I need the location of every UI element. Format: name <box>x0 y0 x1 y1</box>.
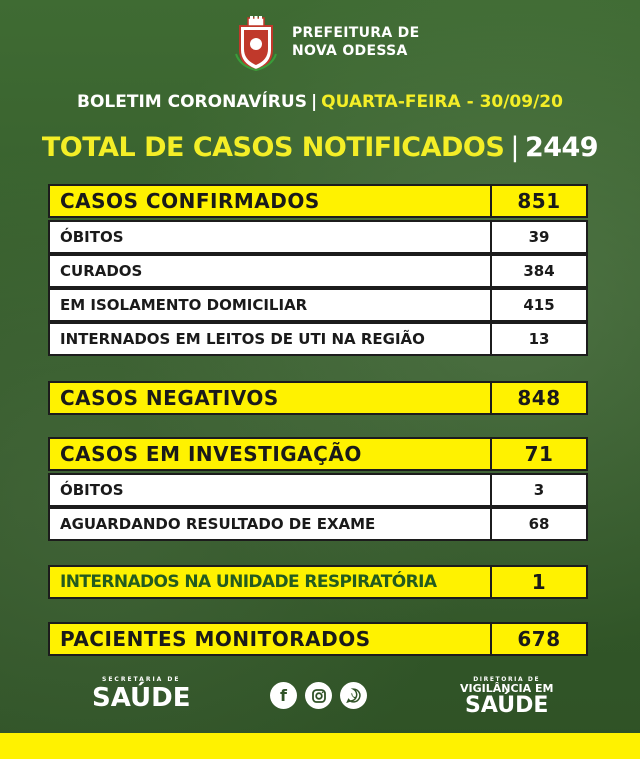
total-value: 2449 <box>524 132 599 163</box>
instagram-icon[interactable] <box>305 682 332 709</box>
health-surveillance-subtitle: VIGILÂNCIA EM <box>460 682 554 695</box>
bulletin-title: BOLETIM CORONAVÍRUS <box>77 92 307 112</box>
bulletin-separator: | <box>310 92 318 112</box>
monitored-row <box>48 622 588 656</box>
home-isolation-value: 415 <box>490 288 588 322</box>
confirmed-header-row <box>48 184 588 218</box>
deaths-label: ÓBITOS <box>48 220 490 254</box>
health-secretariat-logo <box>92 676 191 712</box>
recovered-label: CURADOS <box>48 254 490 288</box>
icu-value: 13 <box>490 322 588 356</box>
health-surveillance-logo <box>460 676 553 717</box>
table-row <box>48 254 588 288</box>
respiratory-unit-value: 1 <box>490 565 588 599</box>
health-surveillance-title: SAÚDE <box>465 693 549 718</box>
header <box>0 14 640 74</box>
investigation-label: CASOS EM INVESTIGAÇÃO <box>48 437 490 471</box>
bulletin-date: QUARTA-FEIRA - 30/09/20 <box>321 92 563 112</box>
bottom-bar <box>0 733 640 759</box>
investigation-deaths-value: 3 <box>490 473 588 507</box>
monitored-label: PACIENTES MONITORADOS <box>48 622 490 656</box>
negative-value: 848 <box>490 381 588 415</box>
total-notified <box>0 132 640 163</box>
investigation-header-row <box>48 437 588 471</box>
recovered-value: 384 <box>490 254 588 288</box>
total-label: TOTAL DE CASOS NOTIFICADOS <box>41 132 505 163</box>
city-name-line2: NOVA ODESSA <box>292 43 408 59</box>
awaiting-result-label: AGUARDANDO RESULTADO DE EXAME <box>48 507 490 541</box>
awaiting-result-value: 68 <box>490 507 588 541</box>
facebook-icon[interactable]: f <box>270 682 297 709</box>
city-name-line1: PREFEITURA DE <box>292 25 420 41</box>
deaths-value: 39 <box>490 220 588 254</box>
whatsapp-icon[interactable] <box>340 682 367 709</box>
respiratory-unit-row <box>48 565 588 599</box>
icu-label: INTERNADOS EM LEITOS DE UTI NA REGIÃO <box>48 322 490 356</box>
table-row <box>48 322 588 356</box>
health-secretariat-title: SAÚDE <box>92 683 191 713</box>
table-row <box>48 288 588 322</box>
table-row <box>48 473 588 507</box>
confirmed-value: 851 <box>490 184 588 218</box>
investigation-value: 71 <box>490 437 588 471</box>
monitored-value: 678 <box>490 622 588 656</box>
health-surveillance-caption: DIRETORIA DE <box>473 676 541 683</box>
total-separator: | <box>510 132 519 163</box>
confirmed-label: CASOS CONFIRMADOS <box>48 184 490 218</box>
negative-row <box>48 381 588 415</box>
table-row <box>48 507 588 541</box>
investigation-deaths-label: ÓBITOS <box>48 473 490 507</box>
respiratory-unit-label: INTERNADOS NA UNIDADE RESPIRATÓRIA <box>48 565 490 599</box>
table-row <box>48 220 588 254</box>
social-links <box>270 682 367 709</box>
city-crest-icon <box>232 16 280 72</box>
bulletin-subtitle <box>0 92 640 112</box>
negative-label: CASOS NEGATIVOS <box>48 381 490 415</box>
home-isolation-label: EM ISOLAMENTO DOMICILIAR <box>48 288 490 322</box>
footer <box>0 676 640 722</box>
health-secretariat-caption: SECRETARIA DE <box>102 676 181 683</box>
city-name <box>292 24 419 60</box>
